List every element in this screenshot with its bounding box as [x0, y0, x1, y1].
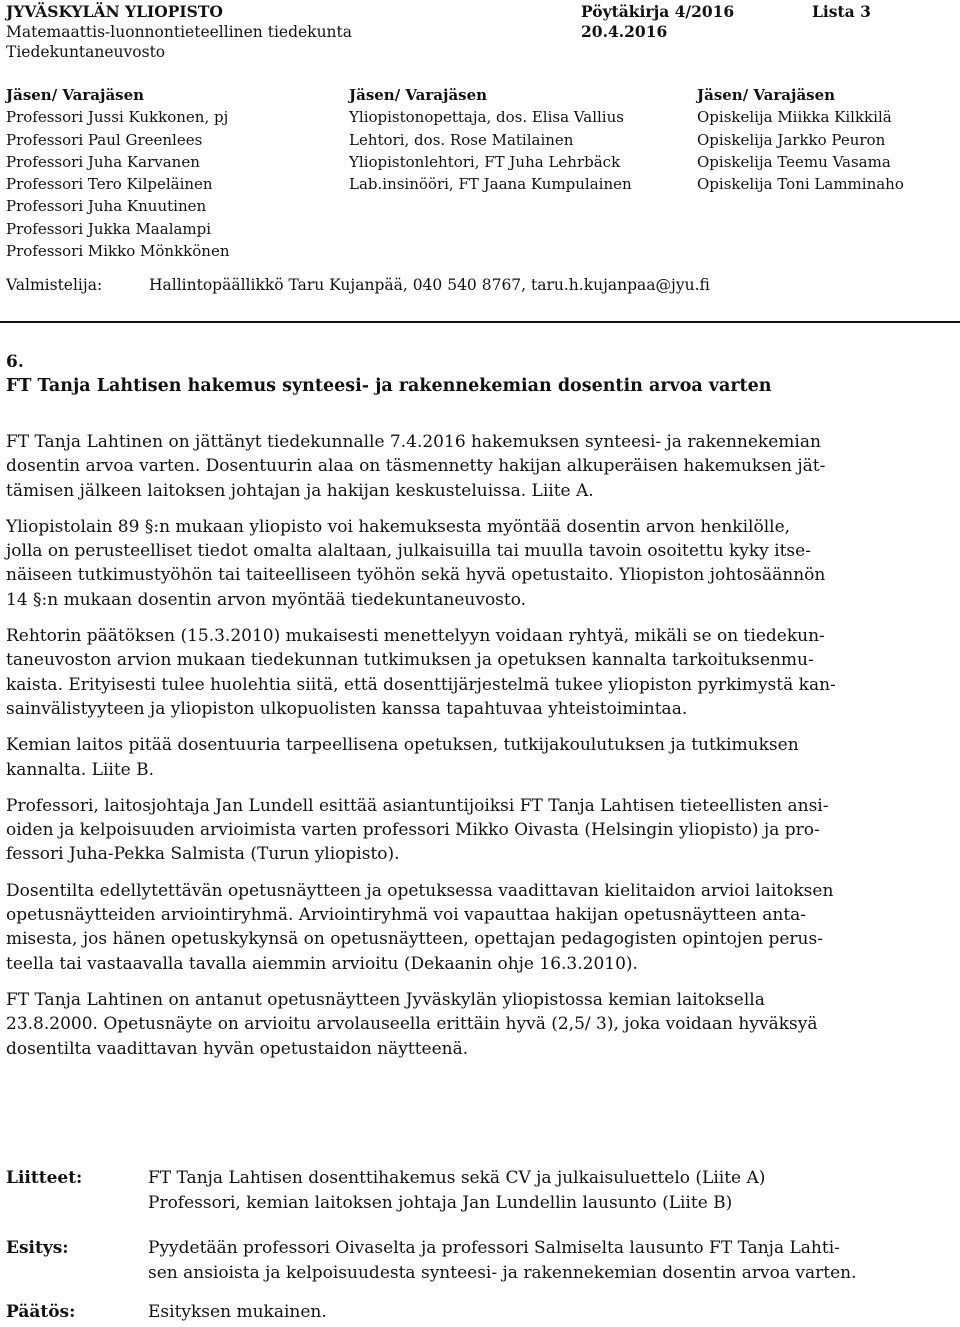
- member-entry: Lehtori, dos. Rose Matilainen: [349, 130, 574, 149]
- proposal-section: [6, 1236, 954, 1286]
- member-column-header: Jäsen/ Varajäsen: [349, 86, 488, 104]
- divider: [0, 321, 960, 323]
- paragraph-line: Professori, laitosjohtaja Jan Lundell esittää asiantuntijoiksi FT Tanja Lahtisen tieteellisten ansi-: [6, 795, 829, 816]
- paragraph-line: 14 §:n mukaan dosentin arvon myöntää tiedekuntaneuvosto.: [6, 589, 527, 610]
- university-name: JYVÄSKYLÄN YLIOPISTO: [6, 2, 223, 21]
- members-column-1: [6, 84, 229, 262]
- proposal-line: sen ansioista ja kelpoisuudesta synteesi- ja rakennekemian dosentin arvoa varten.: [148, 1263, 857, 1283]
- member-entry: Opiskelija Miikka Kilkkilä: [697, 108, 892, 127]
- paragraph-line: tämisen jälkeen laitoksen johtajan ja hakijan keskusteluissa. Liite A.: [6, 480, 594, 501]
- preparer-value: Hallintopäällikkö Taru Kujanpää, 040 540 8767, taru.h.kujanpaa@jyu.fi: [149, 276, 710, 294]
- attachment-line: Professori, kemian laitoksen johtaja Jan Lundellin lausunto (Liite B): [148, 1193, 733, 1213]
- member-entry: Opiskelija Jarkko Peuron: [697, 130, 886, 149]
- paragraph-line: kannalta. Liite B.: [6, 759, 155, 780]
- paragraph-line: dosentin arvoa varten. Dosentuurin alaa on täsmennetty hakijan alkuperäisen hakemuksen jät-: [6, 456, 826, 477]
- member-entry: Professori Juha Karvanen: [6, 152, 200, 171]
- paragraph-line: Kemian laitos pitää dosentuuria tarpeellisena opetuksen, tutkijakoulutuksen ja tutkimuksen: [6, 735, 799, 756]
- member-entry: Professori Jukka Maalampi: [6, 219, 212, 238]
- council-name: Tiedekuntaneuvosto: [6, 43, 166, 61]
- paragraph-line: Dosentilta edellytettävän opetusnäytteen ja opetuksessa vaadittavan kielitaidon arvioi laitoksen: [6, 880, 834, 901]
- paragraph-line: teella tai vastaavalla tavalla aiemmin arvioitu (Dekaanin ohje 16.3.2010).: [6, 953, 638, 974]
- paragraph-line: Rehtorin päätöksen (15.3.2010) mukaisesti menettelyyn voidaan ryhtyä, mikäli se on tiedekun-: [6, 626, 825, 647]
- paragraph-line: dosentilta vaadittavan hyvän opetustaidon näytteenä.: [6, 1038, 469, 1059]
- paragraph-line: FT Tanja Lahtinen on antanut opetusnäytteen Jyväskylän yliopistossa kemian laitoksella: [6, 989, 765, 1010]
- proposal-label: Esitys:: [6, 1238, 69, 1258]
- member-entry: Yliopistonopettaja, dos. Elisa Vallius: [349, 108, 624, 127]
- paragraph: [6, 733, 954, 782]
- faculty-name: Matemaattis-luonnontieteellinen tiedekunta: [6, 23, 353, 41]
- member-entry: Yliopistonlehtori, FT Juha Lehrbäck: [349, 152, 621, 171]
- paragraph: [6, 624, 954, 721]
- paragraph: [6, 430, 954, 503]
- paragraph-line: fessori Juha-Pekka Salmista (Turun yliopisto).: [6, 844, 400, 865]
- paragraph-line: kaista. Erityisesti tulee huolehtia siitä, että dosenttijärjestelmä tukee yliopiston pyrkimystä kan-: [6, 674, 836, 695]
- member-entry: Professori Juha Knuutinen: [6, 197, 207, 216]
- paragraph-line: näiseen tutkimustyöhön tai taiteelliseen työhön sekä hyvä opetustaito. Yliopiston johtosäännön: [6, 565, 826, 586]
- item-body: [6, 430, 954, 1073]
- decision-label: Päätös:: [6, 1302, 76, 1322]
- paragraph-line: taneuvoston arvion mukaan tiedekunnan tutkimuksen ja opetuksen kannalta tarkoituksenmu-: [6, 650, 814, 671]
- member-entry: Professori Tero Kilpeläinen: [6, 175, 213, 194]
- paragraph: [6, 879, 954, 976]
- decision-line: Esityksen mukainen.: [148, 1302, 327, 1322]
- minutes-number: Pöytäkirja 4/2016: [581, 2, 735, 21]
- members-column-3: [697, 84, 904, 195]
- paragraph-line: jolla on perusteelliset tiedot omalta alaltaan, julkaisuilla tai muulla tavoin osoitettu kyky itse-: [6, 541, 811, 562]
- item-number: 6.: [6, 352, 24, 372]
- paragraph: [6, 988, 954, 1061]
- paragraph-line: oiden ja kelpoisuuden arvioimista varten professori Mikko Oivasta (Helsingin yliopisto) ja pro-: [6, 820, 820, 841]
- member-entry: Professori Paul Greenlees: [6, 130, 203, 149]
- member-entry: Opiskelija Teemu Vasama: [697, 152, 891, 171]
- paragraph: [6, 515, 954, 612]
- paragraph-line: FT Tanja Lahtinen on jättänyt tiedekunnalle 7.4.2016 hakemuksen synteesi- ja rakennekemian: [6, 432, 821, 452]
- item-title: FT Tanja Lahtisen hakemus synteesi- ja rakennekemian dosentin arvoa varten: [6, 376, 772, 396]
- paragraph-line: misesta, jos hänen opetuskykynsä on opetusnäytteen, opettajan pedagogisten opintojen perus-: [6, 929, 823, 950]
- paragraph-line: opetusnäytteiden arviointiryhmä. Arviointiryhmä voi vapauttaa hakijan opetusnäytteen anta-: [6, 905, 807, 926]
- attachments-label: Liitteet:: [6, 1168, 83, 1188]
- member-entry: Professori Jussi Kukkonen, pj: [6, 108, 229, 127]
- meeting-date: 20.4.2016: [581, 22, 668, 41]
- paragraph-line: sainvälistyyteen ja yliopiston ulkopuolisten kanssa tapahtuvaa yhteistoimintaa.: [6, 698, 688, 719]
- paragraph-line: Yliopistolain 89 §:n mukaan yliopisto voi hakemuksesta myöntää dosentin arvon henkilölle,: [6, 516, 791, 537]
- proposal-line: Pyydetään professori Oivaselta ja professori Salmiselta lausunto FT Tanja Lahti-: [148, 1238, 840, 1258]
- paragraph-line: 23.8.2000. Opetusnäyte on arvioitu arvolauseella erittäin hyvä (2,5/ 3), joka voidaan hyväksyä: [6, 1014, 818, 1035]
- attachments-section: [6, 1166, 954, 1216]
- member-column-header: Jäsen/ Varajäsen: [697, 86, 836, 104]
- preparer-label: Valmistelija:: [6, 276, 103, 294]
- member-entry: Opiskelija Toni Lamminaho: [697, 175, 904, 194]
- member-column-header: Jäsen/ Varajäsen: [6, 86, 145, 104]
- decision-section: [6, 1300, 954, 1325]
- attachment-line: FT Tanja Lahtisen dosenttihakemus sekä CV ja julkaisuluettelo (Liite A): [148, 1168, 766, 1188]
- list-number: Lista 3: [812, 2, 871, 21]
- members-column-2: [349, 84, 632, 195]
- member-entry: Professori Mikko Mönkkönen: [6, 242, 230, 261]
- member-entry: Lab.insinööri, FT Jaana Kumpulainen: [349, 175, 632, 194]
- paragraph: [6, 794, 954, 867]
